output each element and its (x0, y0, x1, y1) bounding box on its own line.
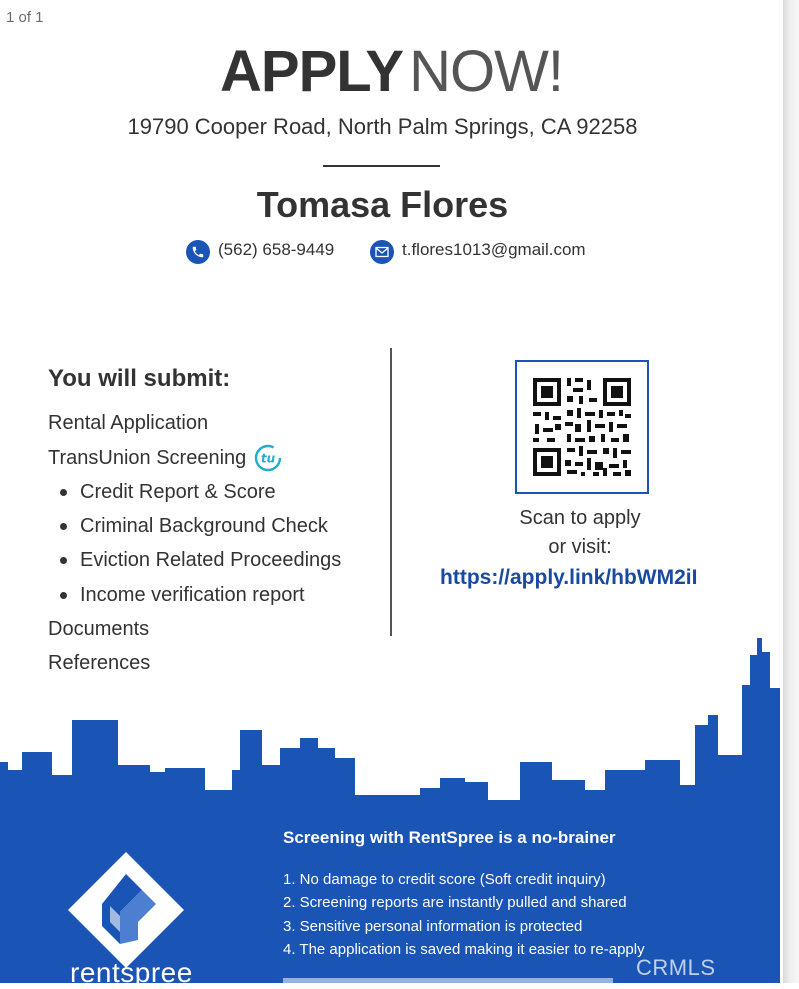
list-item: Eviction Related Proceedings (60, 549, 341, 572)
divider (323, 165, 440, 167)
brand-wordmark: rentspree (70, 957, 193, 988)
list-item: 1. No damage to credit score (Soft credit inquiry) (283, 871, 606, 888)
list-item: Criminal Background Check (60, 515, 328, 538)
qr-code[interactable] (515, 360, 649, 494)
phone-icon (186, 240, 210, 264)
title-bold: APPLY (220, 39, 404, 104)
watermark: CRMLS (636, 955, 716, 980)
viewer-scroll-strip[interactable] (783, 0, 799, 983)
list-item: 4. The application is saved making it easier to re-apply (283, 941, 645, 958)
page-indicator: 1 of 1 (6, 9, 44, 26)
cutoff-text (283, 978, 613, 983)
svg-text:tu: tu (261, 451, 276, 466)
scan-instruction: Scan to apply (519, 507, 641, 529)
list-item: References (48, 652, 151, 674)
mail-icon (370, 240, 394, 264)
email-contact (370, 236, 586, 264)
scan-instruction-2: or visit: (548, 536, 612, 558)
column-divider (390, 348, 392, 636)
apply-link[interactable]: https://apply.link/hbWM2iI (440, 566, 698, 589)
list-item: Income verification report (60, 584, 305, 607)
submit-heading: You will submit: (48, 365, 231, 392)
list-item: 2. Screening reports are instantly pulled and shared (283, 894, 627, 911)
list-item: Documents (48, 618, 150, 640)
transunion-logo (254, 444, 282, 472)
agent-name: Tomasa Flores (256, 184, 509, 225)
list-item: Credit Report & Score (60, 481, 276, 504)
promo-heading: Screening with RentSpree is a no-brainer (283, 828, 616, 847)
phone-number[interactable]: (562) 658-9449 (218, 240, 335, 259)
rentspree-logo (68, 852, 184, 968)
list-item: TransUnion Screening tu (48, 444, 282, 472)
list-item: Rental Application (48, 412, 209, 434)
page-title (0, 38, 783, 106)
phone-contact (186, 236, 334, 264)
title-light: NOW! (409, 39, 563, 104)
list-item: 3. Sensitive personal information is protected (283, 918, 583, 935)
property-address: 19790 Cooper Road, North Palm Springs, CA 92258 (127, 114, 638, 139)
email-address[interactable]: t.flores1013@gmail.com (402, 240, 586, 259)
